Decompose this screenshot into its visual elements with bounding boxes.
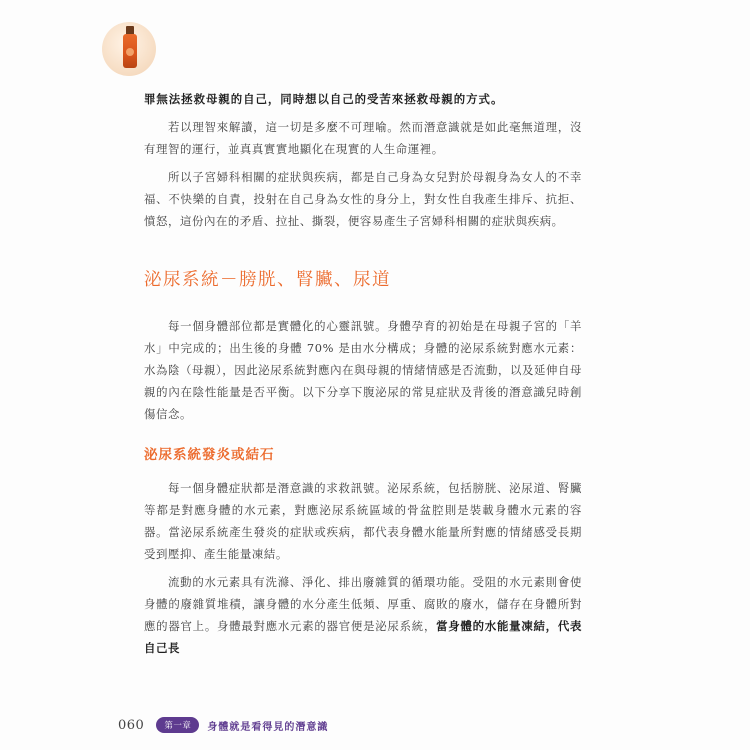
page-content	[144, 88, 582, 659]
paragraph-1: 若以理智來解讀，這一切是多麼不可理喻。然而潛意識就是如此毫無道理，沒有理智的運行，並真真實實地顯化在現實的人生命運裡。	[144, 120, 582, 156]
page-footer	[118, 717, 328, 733]
chapter-badge: 第一章	[156, 717, 199, 733]
paragraph-5	[144, 571, 582, 659]
subsection-heading-inflammation: 泌尿系統發炎或結石	[144, 447, 275, 463]
paragraph-5-text: 流動的水元素具有洗滌、淨化、排出廢雜質的循環功能。受阻的水元素則會使身體的廢雜質堆積，讓身體的水分產生低頻、厚重、腐敗的廢水，儲存在身體所對應的器官上。身體最對應水元素的器官便是泌尿系統，	[144, 575, 582, 633]
paragraph-2: 所以子宮婦科相關的症狀與疾病，都是自己身為女兒對於母親身為女人的不幸福、不快樂的自責，投射在自己身為女性的身分上，對女性自我產生排斥、抗拒、憤怒，這份內在的矛盾、拉扯、撕裂，便容易產生子宮婦科相關的症狀與疾病。	[144, 170, 582, 228]
paragraph-4: 每一個身體症狀都是潛意識的求救訊號。泌尿系統，包括膀胱、泌尿道、腎臟等都是對應身體的水元素，對應泌尿系統區域的骨盆腔則是裝載身體水元素的容器。當泌尿系統產生發炎的症狀或疾病，都代表身體水能量所對應的情緒感受長期受到壓抑、產生能量凍結。	[144, 481, 582, 561]
bottle-label-icon	[126, 48, 134, 56]
perfume-bottle-logo	[102, 22, 156, 76]
bold-intro-line: 罪無法拯救母親的自己，同時想以自己的受苦來拯救母親的方式。	[144, 92, 504, 106]
paragraph-5-bold-text: 當身體的水能量凍結，代表自己長	[144, 619, 583, 655]
section-heading-urinary-system: 泌尿系統－膀胱、腎臟、尿道	[144, 270, 391, 290]
chapter-title: 身體就是看得見的潛意識	[207, 721, 329, 733]
page-number: 060	[118, 717, 145, 733]
paragraph-3: 每一個身體部位都是實體化的心靈訊號。身體孕育的初始是在母親子宮的「羊水」中完成的；出生後的身體 70% 是由水分構成；身體的泌尿系統對應水元素：水為陰（母親），因此泌尿系統對應內在與母親的情緒情感是否流動，以及延伸自母親的內在陰性能量是否平衡。以下分享下腹泌尿的常見症狀及背後的潛意識兒時創傷信念。	[144, 319, 582, 421]
